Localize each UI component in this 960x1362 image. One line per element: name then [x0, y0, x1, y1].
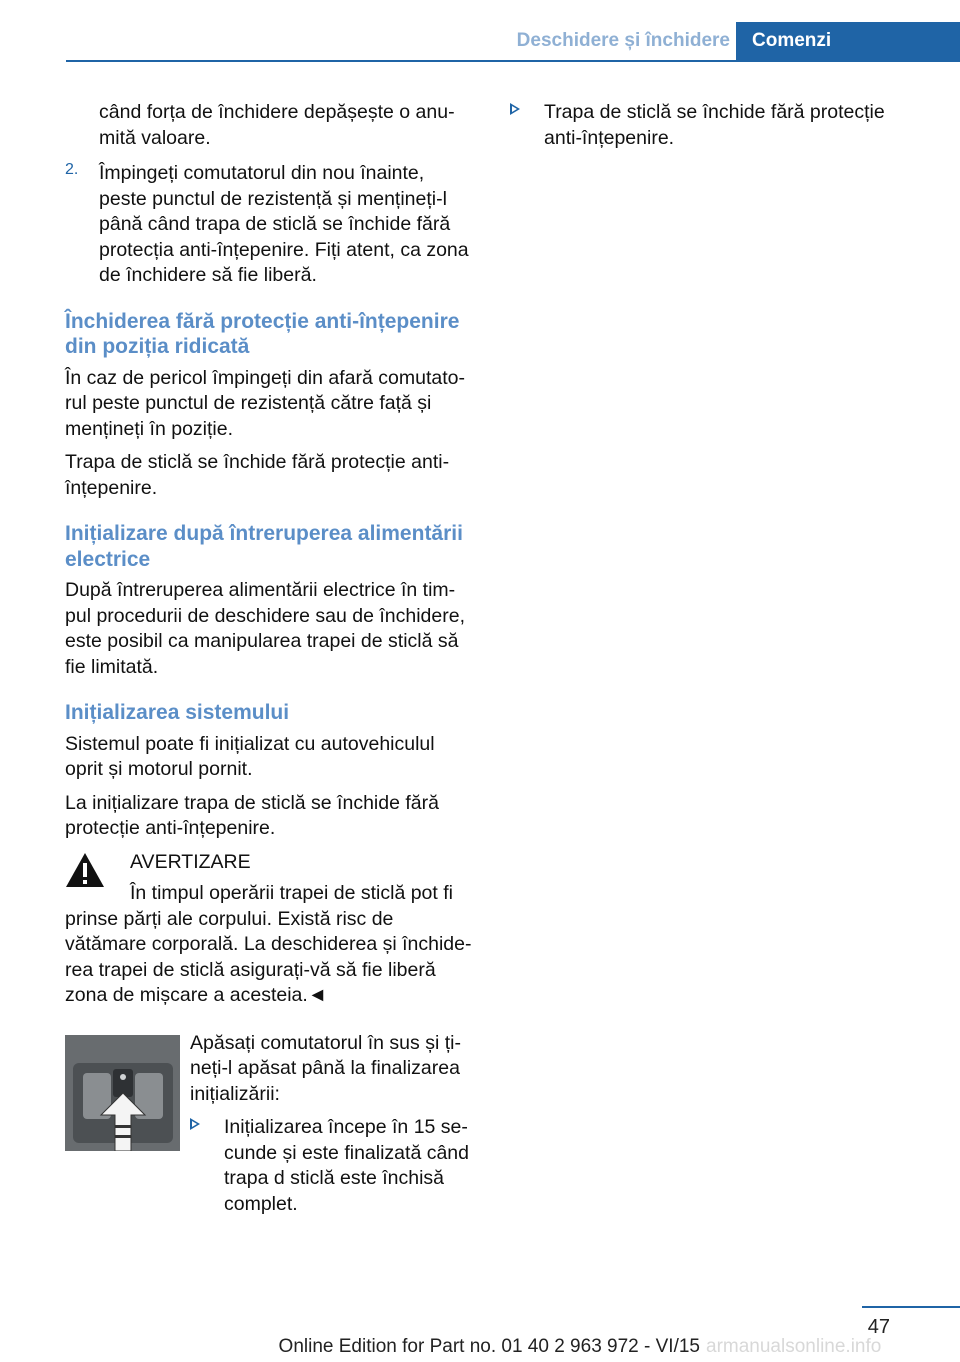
heading-initialization-after-power: Inițializare după întreruperea alimentării electrice [65, 522, 463, 571]
right-bullet-text: Trapa de sticlă se închide fără protecție anti-înțepenire. [544, 101, 885, 149]
step1-continuation: când forța de închidere depășește o anu-mită valoare. [99, 101, 455, 149]
header-section-title: Deschidere și închidere [516, 30, 730, 51]
warning-text: În timpul operării trapei de sticlă pot fi prinse părți ale corpului. Există risc de vătămare corporală. La deschiderea și închide-rea trapei de sticlă asigurați-vă să fie liberă zona de mișcare a acesteia.◄ [65, 882, 472, 1006]
paragraph: Sistemul poate fi inițializat cu autovehiculul oprit și motorul pornit. [65, 732, 435, 780]
heading-system-initialization: Inițializarea sistemului [65, 701, 290, 724]
page-number: 47 [867, 1316, 890, 1338]
paragraph: La inițializare trapa de sticlă se închide fără protecție anti-înțepenire. [65, 791, 439, 839]
right-bullet [510, 100, 910, 151]
step-2-text: Împingeți comutatorul din nou înainte, peste punctul de rezistență și mențineți-l până când trapa de sticlă se închide fără protecția anti-înțepenire. Fiți atent, ca zona de închidere să fie liberă. [99, 162, 469, 286]
watermark: armanualsonline.info [706, 1336, 882, 1357]
paragraph: În caz de pericol împingeți din afară comutato-rul peste punctul de rezistență către față și mențineți în poziție. [65, 366, 465, 440]
paragraph: Trapa de sticlă se închide fără protecție anti-înțepenire. [65, 451, 450, 499]
warning-triangle-icon [65, 852, 105, 888]
bullet-triangle-icon [510, 103, 520, 115]
figure-bullet-text: Inițializarea începe în 15 se-cunde și este finalizată când trapa d sticlă este închisă complet. [224, 1116, 469, 1215]
header-chapter-tab: Comenzi [736, 22, 960, 62]
edition-footer: Online Edition for Part no. 01 40 2 963 972 - VI/15 [278, 1336, 700, 1357]
switch-photo [65, 1035, 180, 1151]
paragraph: După întreruperea alimentării electrice în tim-pul procedurii de deschidere sau de închidere, este posibil ca manipularea trapei de sticlă să fie limitată. [65, 579, 466, 678]
step-2-number: 2. [65, 161, 79, 178]
bullet-triangle-icon [190, 1118, 200, 1130]
figure-row [65, 1031, 477, 1218]
footer-rule [862, 1306, 960, 1308]
warning-title: AVERTIZARE [130, 850, 251, 873]
left-column [65, 100, 477, 1227]
warning-box [65, 850, 477, 1009]
header-rule [66, 60, 960, 62]
figure-bullet [190, 1115, 477, 1217]
heading-close-without-protection: Închiderea fără protecție anti-înțepenire din poziția ridicată [65, 309, 460, 358]
right-column [510, 100, 910, 161]
step-2 [65, 161, 477, 289]
figure-instruction: Apăsați comutatorul în sus și ți-neți-l apăsat până la finalizarea inițializării: [190, 1031, 461, 1105]
